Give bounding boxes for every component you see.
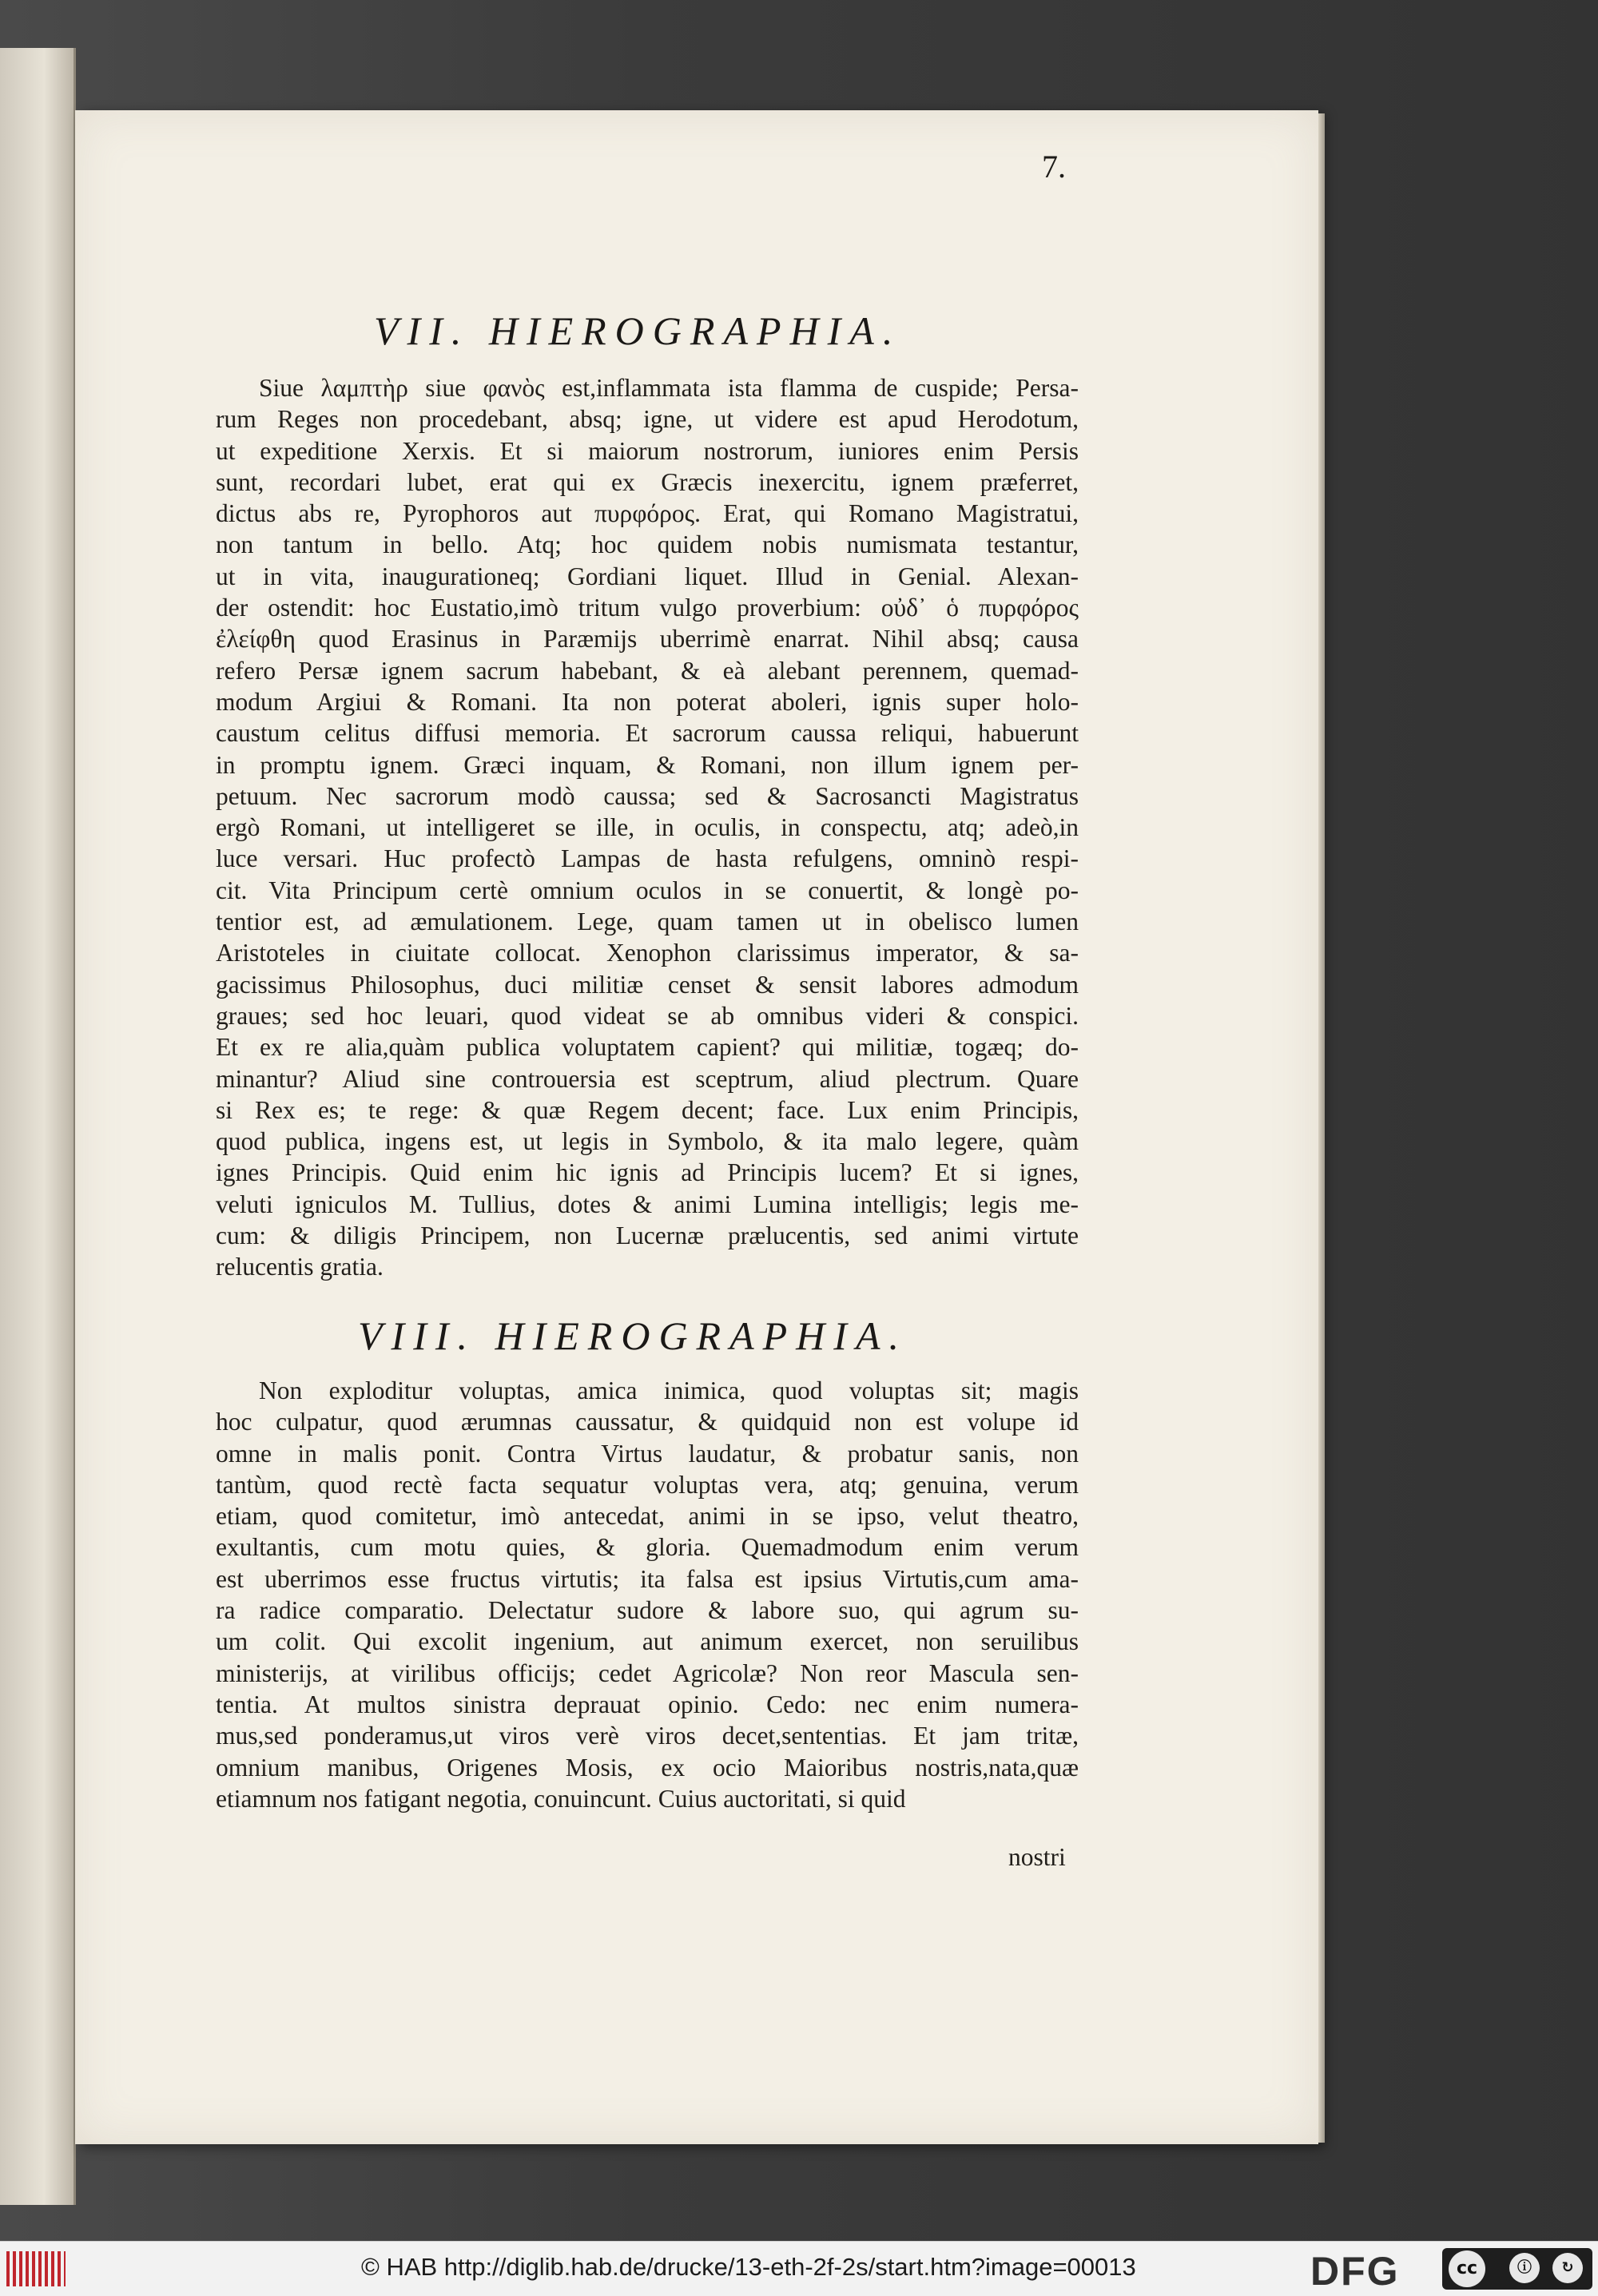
text-line: etiamnum nos fatigant negotia, conuincunt. Cuius auctoritati, si quid [216,1784,906,1813]
text-line: exultantis, cum motu quies, & gloria. Quemadmodum enim verum [216,1533,1079,1562]
section-body-vii [216,372,1079,1283]
text-line: etiam, quod comitetur, imò antecedat, animi in se ipso, velut theatro, [216,1502,1079,1531]
citation-link[interactable]: © HAB http://diglib.hab.de/drucke/13-eth-2f-2s/start.htm?image=00013 [361,2253,1136,2281]
text-line: veluti igniculos M. Tullius, dotes & animi Lumina intelligis; legis me- [216,1190,1079,1218]
text-line: Siue λαμπτὴρ siue φανὸς est,inflammata ista flamma de cuspide; Persa- [259,374,1079,402]
text-line: si Rex es; te rege: & quæ Regem decent; face. Lux enim Principis, [216,1095,1079,1124]
text-line: est uberrimos esse fructus virtutis; ita falsa est ipsius Virtutis,cum ama- [216,1564,1079,1593]
text-line: rum Reges non procedebant, absq; igne, ut videre est apud Herodotum, [216,405,1079,434]
text-line: ra radice comparatio. Delectatur sudore & labore suo, qui agrum su- [216,1596,1079,1625]
text-line: omnium manibus, Origenes Mosis, ex ocio Maioribus nostris,nata,quæ [216,1753,1079,1782]
text-line: non tantum in bello. Atq; hoc quidem nobis numismata testantur, [216,530,1079,559]
section-body-viii [216,1375,1079,1814]
text-line: in promptu ignem. Græci inquam, & Romani, non illum ignem per- [216,750,1079,779]
catchword: nostri [1008,1843,1066,1871]
cc-icon: cc [1449,2250,1485,2287]
text-line: mus,sed ponderamus,ut viros verè viros decet,sententias. Et jam tritæ, [216,1722,1079,1750]
barcode-logo-icon [6,2251,66,2286]
by-icon: ⓘ [1509,2253,1540,2283]
text-line: Et ex re alia,quàm publica voluptatem capient? qui militiæ, togæq; do- [216,1033,1079,1062]
text-line: refero Persæ ignem sacrum habebant, & eà alebant perennem, quemad- [216,656,1079,685]
text-line: ut expeditione Xerxis. Et si maiorum nostrorum, iuniores enim Persis [216,436,1079,465]
text-line: ignes Principis. Quid enim hic ignis ad Principis lucem? Et si ignes, [216,1158,1079,1187]
text-line: omne in malis ponit. Contra Virtus laudatur, & probatur sanis, non [216,1439,1079,1468]
text-line: Aristoteles in ciuitate collocat. Xenophon clarissimus imperator, & sa- [216,939,1079,967]
text-line: dictus abs re, Pyrophoros aut πυρφόρος. Erat, qui Romano Magistratui, [216,499,1079,528]
text-line: ergò Romani, ut intelligeret se ille, in oculis, in conspectu, atq; adeò,in [216,813,1079,842]
text-line: cum: & diligis Principem, non Lucernæ prælucentis, sed animi virtute [216,1221,1079,1250]
text-line: hoc culpatur, quod ærumnas caussatur, & quidquid non est volupe id [216,1408,1079,1436]
text-line: der ostendit: hoc Eustatio,imò tritum vulgo proverbium: οὐδ᾽ ὁ πυρφόρος [216,594,1079,622]
page-fore-edge [1318,113,1325,2143]
text-line: ministerijs, at virilibus officijs; cedet Agricolæ? Non reor Mascula sen- [216,1658,1079,1687]
sa-icon: ↻ [1552,2253,1583,2283]
cc-license-badge[interactable] [1442,2248,1592,2290]
text-line: um colit. Qui excolit ingenium, aut animum exercet, non seruilibus [216,1627,1079,1656]
section-heading-vii: VII. HIEROGRAPHIA. [374,308,902,353]
text-line: ut in vita, inaugurationeq; Gordiani liquet. Illud in Genial. Alexan- [216,562,1079,590]
page-number: 7. [1042,149,1066,185]
section-heading-viii: VIII. HIEROGRAPHIA. [358,1313,908,1358]
text-line: luce versari. Huc profectò Lampas de hasta refulgens, omninò respi- [216,844,1079,873]
facing-page-edge [0,48,76,2205]
text-line: relucentis gratia. [216,1253,384,1281]
text-line: ἐλείφθη quod Erasinus in Paræmijs uberrimè enarrat. Nihil absq; causa [216,625,1079,653]
text-line: tentia. At multos sinistra deprauat opinio. Cedo: nec enim numera- [216,1690,1079,1718]
text-line: sunt, recordari lubet, erat qui ex Græcis inexercitu, ignem præferret, [216,467,1079,496]
text-line: tantùm, quod rectè facta sequatur voluptas vera, atq; genuina, verum [216,1470,1079,1499]
text-line: petuum. Nec sacrorum modò caussa; sed & Sacrosancti Magistratus [216,781,1079,810]
text-line: tentior est, ad æmulationem. Lege, quam tamen ut in obelisco lumen [216,908,1079,936]
text-line: Non exploditur voluptas, amica inimica, quod voluptas sit; magis [259,1376,1079,1404]
text-line: caustum celitus diffusi memoria. Et sacrorum caussa reliqui, habuerunt [216,719,1079,748]
text-line: quod publica, ingens est, ut legis in Symbolo, & ita malo legere, quàm [216,1127,1079,1156]
text-line: cit. Vita Principum certè omnium oculos in se conuertit, & longè po- [216,876,1079,904]
text-line: graues; sed hoc leuari, quod videat se ab omnibus videri & conspici. [216,1001,1079,1030]
text-line: gacissimus Philosophus, duci militiæ censet & sensit labores admodum [216,970,1079,999]
text-line: minantur? Aliud sine controuersia est sceptrum, aliud plectrum. Quare [216,1064,1079,1093]
text-line: modum Argiui & Romani. Ita non poterat aboleri, ignis super holo- [216,687,1079,716]
dfg-logo: DFG [1310,2249,1400,2294]
viewer-footer [0,2241,1598,2296]
